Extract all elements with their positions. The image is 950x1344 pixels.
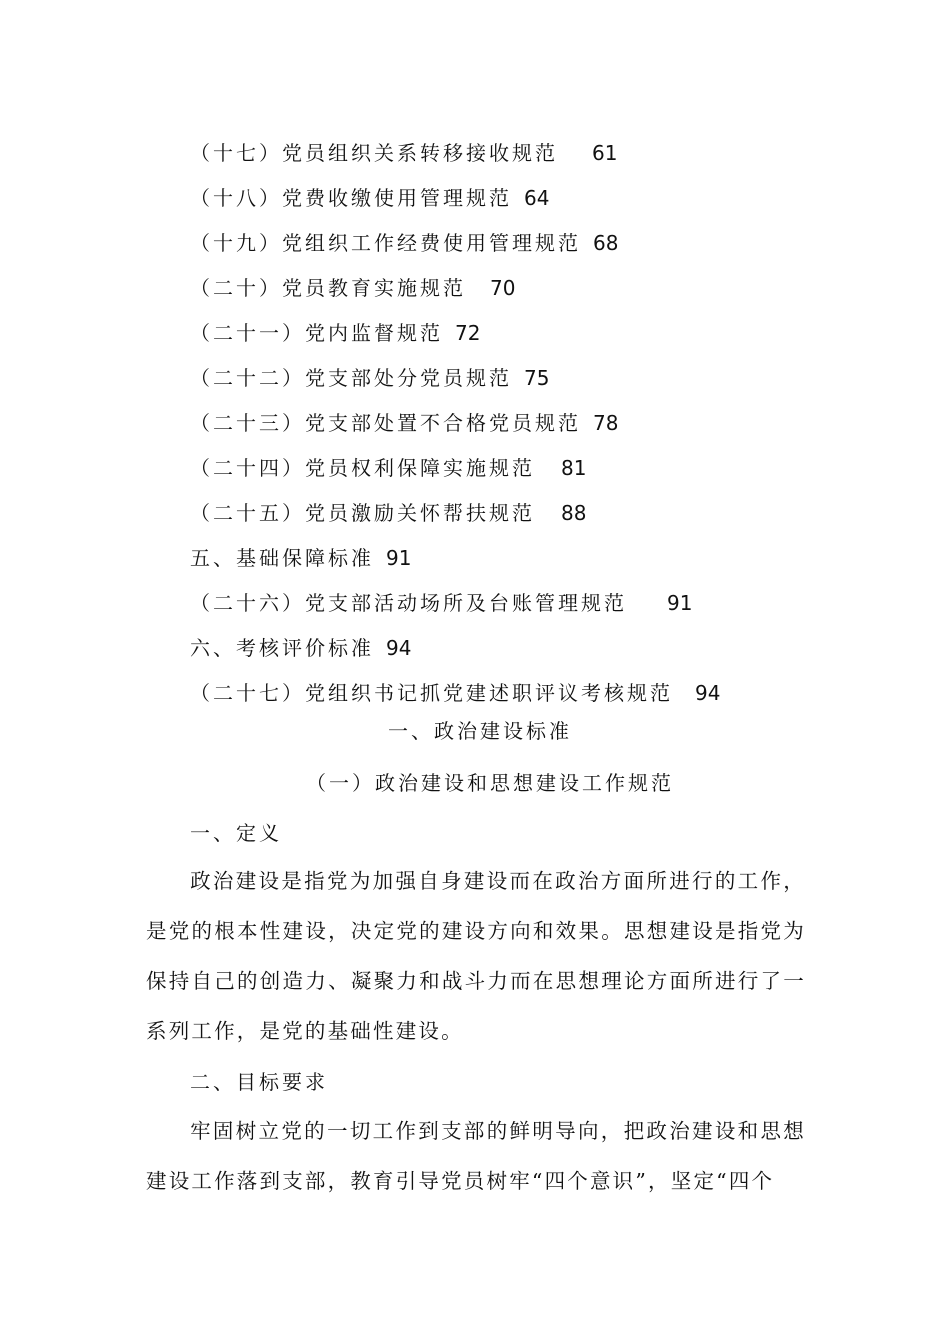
toc-entry-label: 六、考核评价标准 [190, 636, 374, 660]
toc-entry-page: 68 [593, 231, 619, 255]
toc-entry [190, 140, 617, 166]
toc-entry-page: 94 [386, 636, 412, 660]
toc-entry [190, 680, 720, 706]
toc-entry-label: （二十六）党支部活动场所及台账管理规范 [190, 591, 627, 615]
paragraph [146, 856, 806, 1056]
paragraph-text: 牢固树立党的一切工作到支部的鲜明导向，把政治建设和思想建设工作落到支部，教育引导党员树牢“四个意识”，坚定“四个 [146, 1119, 806, 1193]
toc-entry-page: 81 [561, 456, 587, 480]
toc-entry-label: （十九）党组织工作经费使用管理规范 [190, 231, 581, 255]
toc-entry-label: （二十一）党内监督规范 [190, 321, 443, 345]
section-title: （一）政治建设和思想建设工作规范 [306, 771, 674, 795]
toc-entry-page: 88 [561, 501, 587, 525]
toc-entry-page: 70 [490, 276, 516, 300]
toc-entry-page: 78 [593, 411, 619, 435]
toc-entry-label: （二十二）党支部处分党员规范 [190, 366, 512, 390]
toc-entry-label: （十七）党员组织关系转移接收规范 [190, 141, 558, 165]
toc-entry [190, 410, 618, 436]
toc-entry [190, 275, 515, 301]
toc-entry [190, 545, 411, 571]
toc-entry [190, 590, 692, 616]
toc-entry-page: 91 [386, 546, 412, 570]
toc-entry [190, 635, 411, 661]
toc-entry [190, 185, 549, 211]
toc-entry-page: 64 [524, 186, 550, 210]
toc-entry-label: （十八）党费收缴使用管理规范 [190, 186, 512, 210]
toc-entry-page: 94 [695, 681, 721, 705]
toc-entry-label: （二十五）党员激励关怀帮扶规范 [190, 501, 535, 525]
toc-entry [190, 365, 549, 391]
toc-entry-label: （二十四）党员权利保障实施规范 [190, 456, 535, 480]
toc-entry-label: （二十）党员教育实施规范 [190, 276, 466, 300]
paragraph-text: 政治建设是指党为加强自身建设而在政治方面所进行的工作，是党的根本性建设，决定党的建设方向和效果。思想建设是指党为保持自己的创造力、凝聚力和战斗力而在思想理论方面所进行了一系列工作，是党的基础性建设。 [146, 869, 806, 1043]
subsection-title: 二、目标要求 [190, 1070, 328, 1094]
paragraph [146, 1106, 806, 1206]
toc-entry-label: （二十七）党组织书记抓党建述职评议考核规范 [190, 681, 673, 705]
toc-entry [190, 320, 480, 346]
toc-entry-label: （二十三）党支部处置不合格党员规范 [190, 411, 581, 435]
toc-entry [190, 500, 586, 526]
subsection-title: 一、定义 [190, 821, 282, 845]
toc-entry [190, 455, 586, 481]
toc-entry-page: 75 [524, 366, 550, 390]
toc-entry-label: 五、基础保障标准 [190, 546, 374, 570]
chapter-title: 一、政治建设标准 [388, 719, 572, 743]
toc-entry-page: 61 [592, 141, 618, 165]
toc-entry-page: 72 [455, 321, 481, 345]
toc-entry [190, 230, 618, 256]
toc-entry-page: 91 [667, 591, 693, 615]
